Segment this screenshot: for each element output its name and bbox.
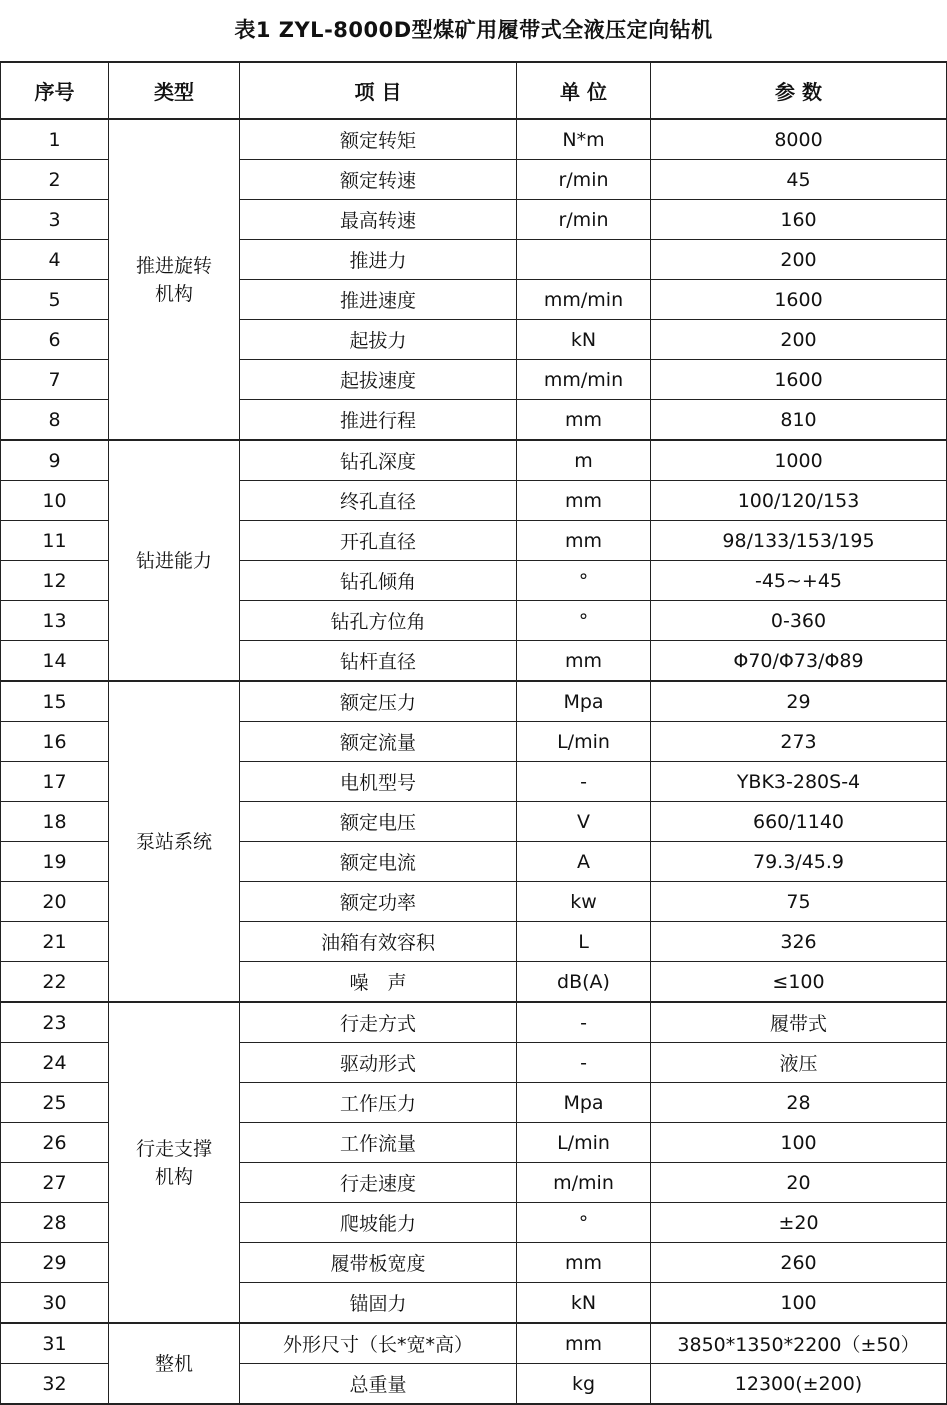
cell-unit: ° xyxy=(517,1203,651,1243)
cell-item: 最高转速 xyxy=(240,200,517,240)
header-param: 参 数 xyxy=(651,62,947,119)
cell-unit: - xyxy=(517,762,651,802)
cell-no: 3 xyxy=(1,200,109,240)
cell-item: 总重量 xyxy=(240,1364,517,1405)
cell-item: 推进行程 xyxy=(240,400,517,441)
cell-unit: mm xyxy=(517,481,651,521)
cell-unit: kg xyxy=(517,1364,651,1405)
cell-param: 273 xyxy=(651,722,947,762)
cell-item: 行走速度 xyxy=(240,1163,517,1203)
cell-no: 16 xyxy=(1,722,109,762)
header-type: 类型 xyxy=(109,62,240,119)
cell-item: 钻杆直径 xyxy=(240,641,517,682)
cell-item: 外形尺寸（长*宽*高） xyxy=(240,1323,517,1364)
cell-param: 100 xyxy=(651,1283,947,1324)
cell-unit: r/min xyxy=(517,200,651,240)
cell-item: 爬坡能力 xyxy=(240,1203,517,1243)
cell-param: 79.3/45.9 xyxy=(651,842,947,882)
cell-no: 11 xyxy=(1,521,109,561)
cell-item: 额定转矩 xyxy=(240,119,517,160)
cell-param: 20 xyxy=(651,1163,947,1203)
cell-item: 钻孔倾角 xyxy=(240,561,517,601)
cell-param: 98/133/153/195 xyxy=(651,521,947,561)
cell-unit: mm xyxy=(517,641,651,682)
cell-no: 7 xyxy=(1,360,109,400)
cell-param: Φ70/Φ73/Φ89 xyxy=(651,641,947,682)
cell-no: 19 xyxy=(1,842,109,882)
cell-param: 8000 xyxy=(651,119,947,160)
cell-param: -45~+45 xyxy=(651,561,947,601)
cell-unit: m/min xyxy=(517,1163,651,1203)
cell-param: 履带式 xyxy=(651,1002,947,1043)
cell-param: 12300(±200) xyxy=(651,1364,947,1405)
cell-unit: ° xyxy=(517,601,651,641)
category-cell xyxy=(109,1323,240,1404)
cell-item: 推进力 xyxy=(240,240,517,280)
cell-item: 履带板宽度 xyxy=(240,1243,517,1283)
cell-no: 10 xyxy=(1,481,109,521)
cell-no: 6 xyxy=(1,320,109,360)
cell-item: 行走方式 xyxy=(240,1002,517,1043)
cell-item: 钻孔方位角 xyxy=(240,601,517,641)
cell-item: 额定功率 xyxy=(240,882,517,922)
cell-unit: kw xyxy=(517,882,651,922)
header-item: 项 目 xyxy=(240,62,517,119)
cell-param: 326 xyxy=(651,922,947,962)
cell-unit: V xyxy=(517,802,651,842)
cell-item: 终孔直径 xyxy=(240,481,517,521)
cell-no: 25 xyxy=(1,1083,109,1123)
cell-unit: - xyxy=(517,1002,651,1043)
cell-unit: mm xyxy=(517,1243,651,1283)
cell-no: 5 xyxy=(1,280,109,320)
category-label: 钻进能力 xyxy=(135,549,212,572)
cell-no: 31 xyxy=(1,1323,109,1364)
cell-param: 28 xyxy=(651,1083,947,1123)
cell-unit: mm xyxy=(517,521,651,561)
cell-param: 0-360 xyxy=(651,601,947,641)
cell-unit: A xyxy=(517,842,651,882)
cell-param: 1000 xyxy=(651,440,947,481)
cell-unit: mm/min xyxy=(517,360,651,400)
category-label: 推进旋转 机构 xyxy=(135,254,212,305)
cell-unit: - xyxy=(517,1043,651,1083)
cell-no: 12 xyxy=(1,561,109,601)
cell-item: 工作流量 xyxy=(240,1123,517,1163)
table-row xyxy=(1,1323,947,1364)
cell-no: 9 xyxy=(1,440,109,481)
cell-unit: ° xyxy=(517,561,651,601)
cell-item: 额定转速 xyxy=(240,160,517,200)
table-row xyxy=(1,1002,947,1043)
cell-unit: mm xyxy=(517,1323,651,1364)
cell-no: 21 xyxy=(1,922,109,962)
table-row xyxy=(1,681,947,722)
cell-unit: Mpa xyxy=(517,1083,651,1123)
cell-item: 钻孔深度 xyxy=(240,440,517,481)
cell-unit: L/min xyxy=(517,1123,651,1163)
cell-param: 260 xyxy=(651,1243,947,1283)
category-cell xyxy=(109,681,240,1002)
table-title: 表1 ZYL-8000D型煤矿用履带式全液压定向钻机 xyxy=(234,18,713,42)
cell-param: 660/1140 xyxy=(651,802,947,842)
cell-item: 噪 声 xyxy=(240,962,517,1003)
cell-item: 油箱有效容积 xyxy=(240,922,517,962)
cell-unit: dB(A) xyxy=(517,962,651,1003)
category-cell xyxy=(109,440,240,681)
cell-no: 32 xyxy=(1,1364,109,1405)
cell-param: 810 xyxy=(651,400,947,441)
cell-unit xyxy=(517,240,651,280)
cell-unit: kN xyxy=(517,1283,651,1324)
cell-param: 200 xyxy=(651,320,947,360)
cell-param: 160 xyxy=(651,200,947,240)
cell-unit: L/min xyxy=(517,722,651,762)
category-cell xyxy=(109,1002,240,1323)
cell-no: 23 xyxy=(1,1002,109,1043)
cell-param: 3850*1350*2200（±50） xyxy=(651,1323,947,1364)
cell-item: 额定流量 xyxy=(240,722,517,762)
table-row xyxy=(1,440,947,481)
cell-param: 100/120/153 xyxy=(651,481,947,521)
cell-no: 15 xyxy=(1,681,109,722)
cell-no: 14 xyxy=(1,641,109,682)
category-cell xyxy=(109,119,240,440)
table-header xyxy=(1,62,947,119)
cell-unit: r/min xyxy=(517,160,651,200)
cell-unit: mm xyxy=(517,400,651,441)
cell-item: 锚固力 xyxy=(240,1283,517,1324)
cell-unit: N*m xyxy=(517,119,651,160)
cell-param: 1600 xyxy=(651,360,947,400)
cell-no: 17 xyxy=(1,762,109,802)
cell-param: 1600 xyxy=(651,280,947,320)
header-row xyxy=(1,62,947,119)
cell-no: 27 xyxy=(1,1163,109,1203)
cell-item: 电机型号 xyxy=(240,762,517,802)
cell-param: ±20 xyxy=(651,1203,947,1243)
cell-no: 29 xyxy=(1,1243,109,1283)
cell-item: 开孔直径 xyxy=(240,521,517,561)
cell-param: 75 xyxy=(651,882,947,922)
cell-unit: mm/min xyxy=(517,280,651,320)
cell-item: 驱动形式 xyxy=(240,1043,517,1083)
cell-no: 8 xyxy=(1,400,109,441)
cell-item: 额定压力 xyxy=(240,681,517,722)
spec-table xyxy=(0,61,947,1405)
cell-no: 20 xyxy=(1,882,109,922)
cell-param: ≤100 xyxy=(651,962,947,1003)
category-label: 行走支撑 机构 xyxy=(135,1137,212,1188)
cell-param: 液压 xyxy=(651,1043,947,1083)
cell-item: 推进速度 xyxy=(240,280,517,320)
cell-unit: L xyxy=(517,922,651,962)
category-label: 整机 xyxy=(154,1352,193,1375)
cell-no: 30 xyxy=(1,1283,109,1324)
cell-no: 22 xyxy=(1,962,109,1003)
cell-no: 28 xyxy=(1,1203,109,1243)
cell-no: 18 xyxy=(1,802,109,842)
cell-param: 100 xyxy=(651,1123,947,1163)
cell-item: 起拔速度 xyxy=(240,360,517,400)
cell-unit: kN xyxy=(517,320,651,360)
cell-no: 4 xyxy=(1,240,109,280)
cell-param: YBK3-280S-4 xyxy=(651,762,947,802)
cell-no: 26 xyxy=(1,1123,109,1163)
header-no: 序号 xyxy=(1,62,109,119)
cell-param: 29 xyxy=(651,681,947,722)
cell-no: 2 xyxy=(1,160,109,200)
cell-no: 1 xyxy=(1,119,109,160)
table-body xyxy=(1,119,947,1404)
cell-param: 200 xyxy=(651,240,947,280)
header-unit: 单 位 xyxy=(517,62,651,119)
cell-unit: m xyxy=(517,440,651,481)
table-row xyxy=(1,119,947,160)
cell-item: 额定电流 xyxy=(240,842,517,882)
cell-param: 45 xyxy=(651,160,947,200)
cell-no: 24 xyxy=(1,1043,109,1083)
cell-no: 13 xyxy=(1,601,109,641)
cell-item: 工作压力 xyxy=(240,1083,517,1123)
cell-item: 额定电压 xyxy=(240,802,517,842)
cell-item: 起拔力 xyxy=(240,320,517,360)
category-label: 泵站系统 xyxy=(135,830,212,853)
cell-unit: Mpa xyxy=(517,681,651,722)
